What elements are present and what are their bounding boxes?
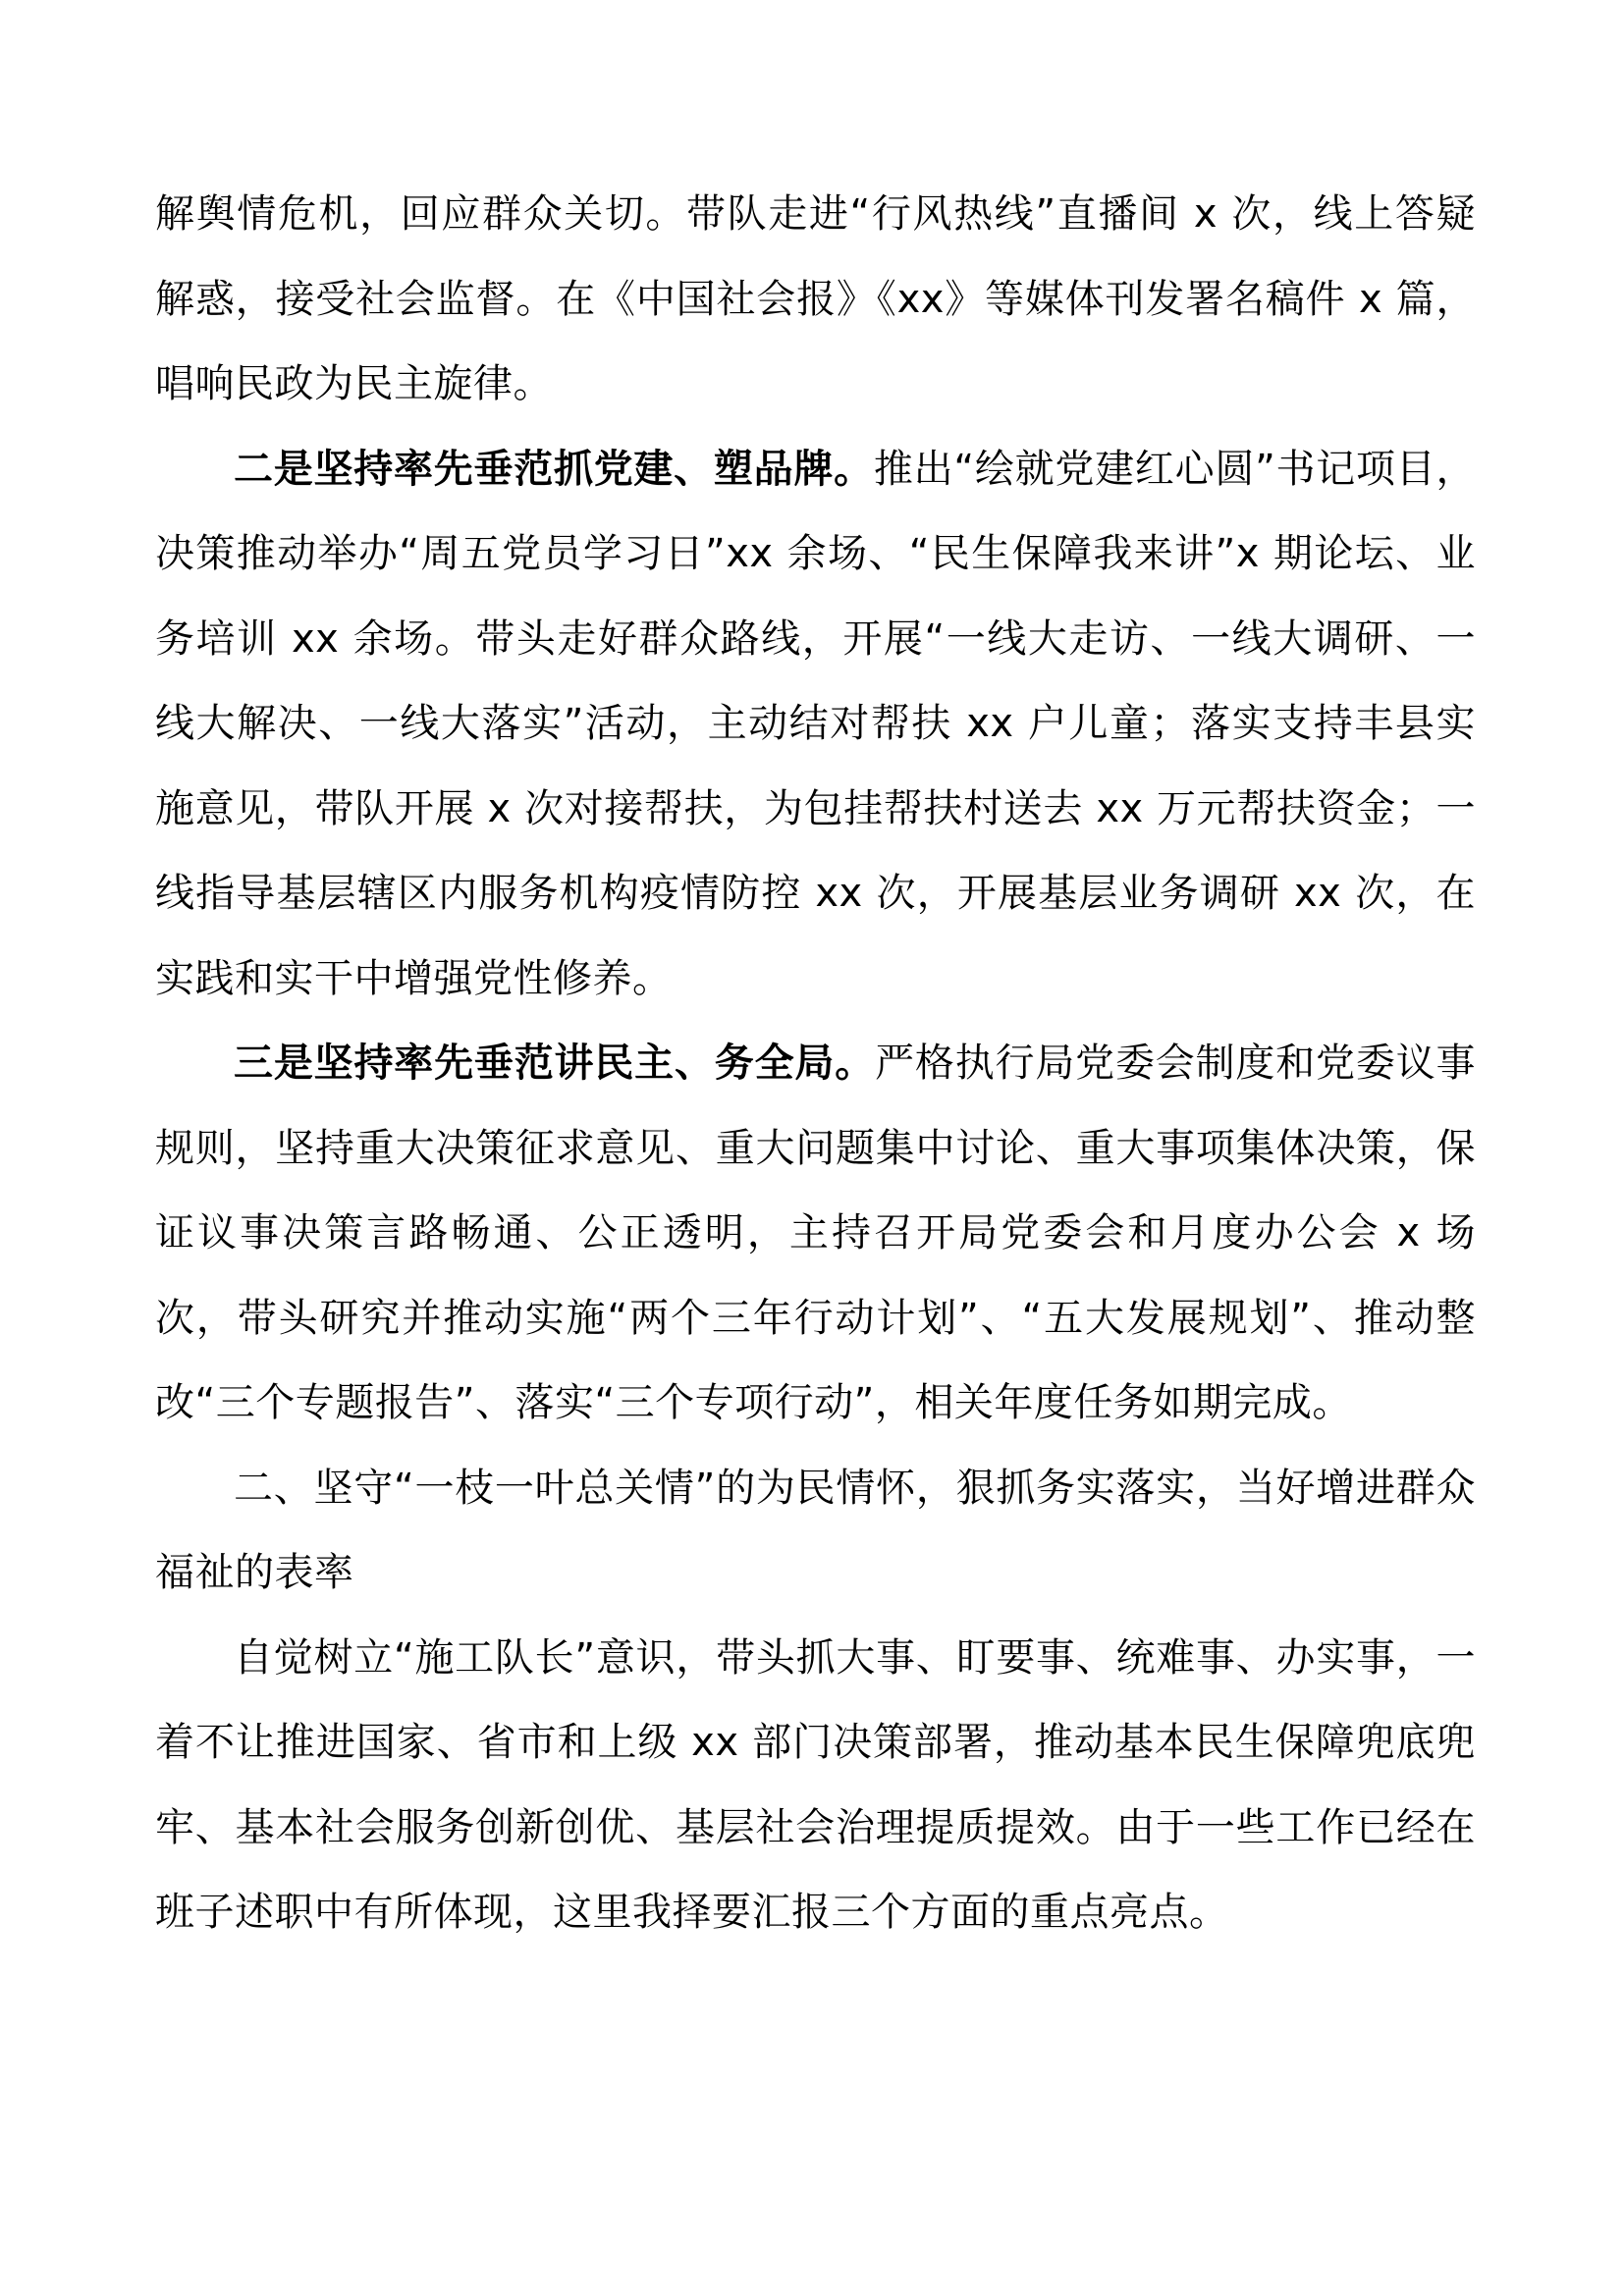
paragraph-text: 推出“绘就党建红心圆”书记项目，决策推动举办“周五党员学习日”xx 余场、“民生保障我来讲”x 期论坛、业务培训 xx 余场。带头走好群众路线，开展“一线大走访、一线大调研、一线大解决、一线大落实”活动，主动结对帮扶 xx 户儿童；落实支持丰县实施意见，带队开展 x 次对接帮扶，为包挂帮扶村送去 xx 万元帮扶资金；一线指导基层辖区内服务机构疫情防控 xx 次，开展基层业务调研 xx 次，在实践和实干中增强党性修养。 bbox=[155, 446, 1477, 1001]
section-heading-text: 二、坚守“一枝一叶总关情”的为民情怀，狠抓务实落实，当好增进群众福祉的表率 bbox=[155, 1465, 1476, 1595]
paragraph-lead: 二是坚持率先垂范抓党建、塑品牌。 bbox=[234, 446, 874, 492]
paragraph-democracy bbox=[155, 1021, 1476, 1446]
paragraph-text: 严格执行局党委会制度和党委议事规则，坚持重大决策征求意见、重大问题集中讨论、重大事项集体决策，保证议事决策言路畅通、公正透明，主持召开局党委会和月度办公会 x 场次，带头研究并推动实施“两个三年行动计划”、“五大发展规划”、推动整改“三个专题报告”、落实“三个专项行动”，相关年度任务如期完成。 bbox=[155, 1041, 1477, 1425]
paragraph-text: 解舆情危机，回应群众关切。带队走进“行风热线”直播间 x 次，线上答疑解惑，接受社会监督。在《中国社会报》《xx》等媒体刊发署名稿件 x 篇，唱响民政为民主旋律。 bbox=[155, 191, 1476, 406]
paragraph-text: 自觉树立“施工队长”意识，带头抓大事、盯要事、统难事、办实事，一着不让推进国家、省市和上级 xx 部门决策部署，推动基本民生保障兜底兜牢、基本社会服务创新创优、基层社会治理提质提效。由于一些工作已经在班子述职中有所体现，这里我择要汇报三个方面的重点亮点。 bbox=[155, 1634, 1476, 1935]
paragraph-lead: 三是坚持率先垂范讲民主、务全局。 bbox=[234, 1041, 876, 1086]
paragraph-continuation bbox=[155, 172, 1476, 427]
paragraph-party-building bbox=[155, 427, 1476, 1022]
section-heading bbox=[155, 1446, 1476, 1616]
document-body bbox=[155, 172, 1476, 1955]
paragraph-construction-captain bbox=[155, 1616, 1476, 1955]
